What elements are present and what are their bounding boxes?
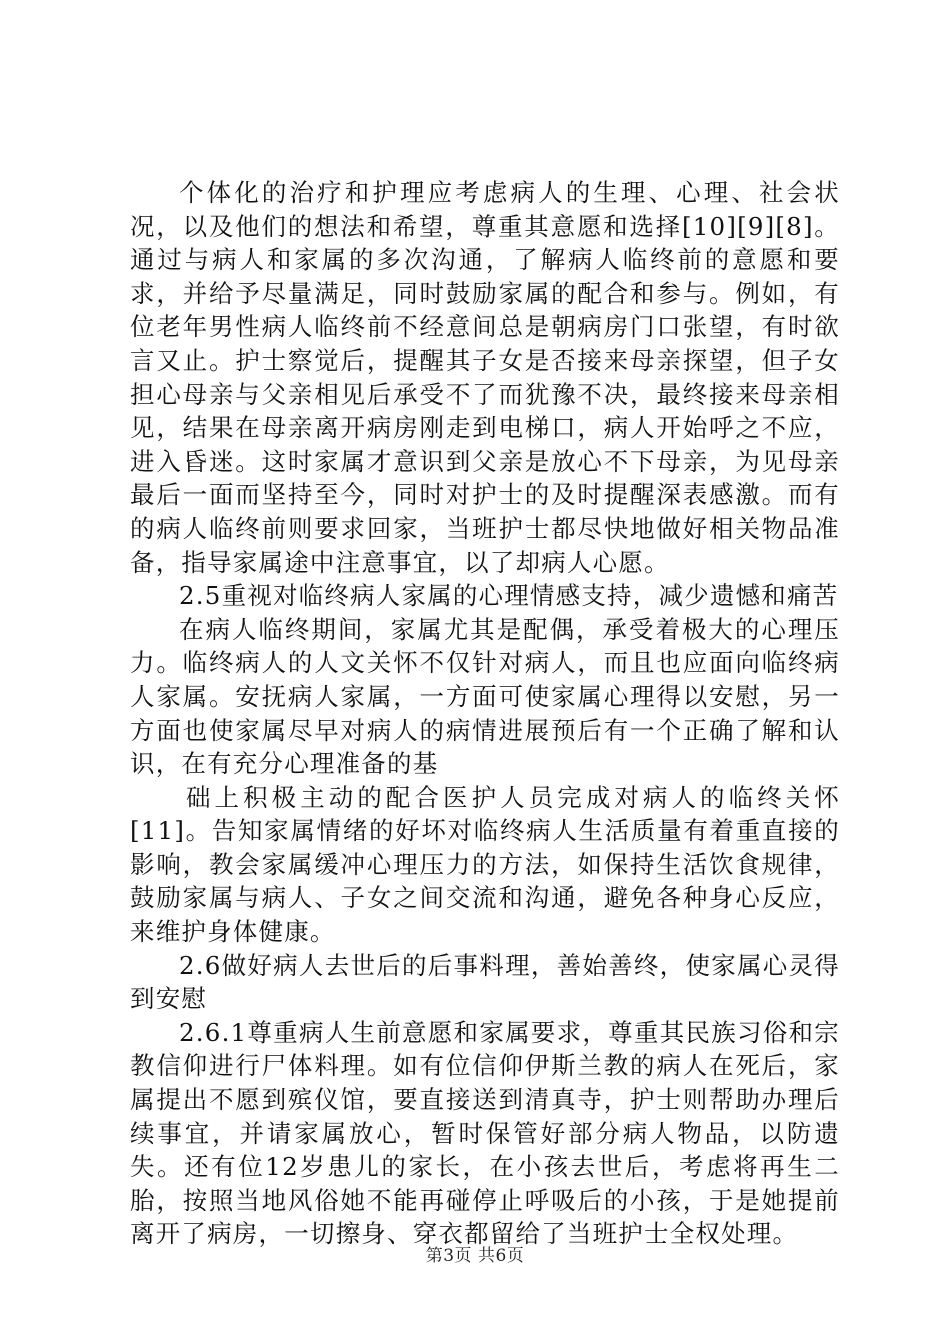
paragraph-2-6-1: 2.6.1尊重病人生前意愿和家属要求，尊重其民族习俗和宗教信仰进行尸体料理。如有位信仰伊斯兰教的病人在死后，家属提出不愿到殡仪馆，要直接送到清真寺，护士则帮助办理后续事宜，并请家属放心，暂时保管好部分病人物品，以防遗失。还有位12岁患儿的家长，在小孩去世后，考虑将再生二胎，按照当地风俗她不能再碰停止呼吸后的小孩，于是她提前离开了病房，一切擦身、穿衣都留给了当班护士全权处理。 — [130, 1017, 840, 1249]
document-body — [130, 176, 840, 1251]
page-footer: 第3页 共6页 — [425, 1246, 525, 1266]
section-heading-2-6: 2.6做好病人去世后的后事料理，善始善终，使家属心灵得到安慰 — [130, 950, 840, 1014]
paragraph-family-support-continued: 础上积极主动的配合医护人员完成对病人的临终关怀[11]。告知家属情绪的好坏对临终病人生活质量有着重直接的影响，教会家属缓冲心理压力的方法，如保持生活饮食规律，鼓励家属与病人、子女之间交流和沟通，避免各种身心反应，来维护身体健康。 — [130, 782, 840, 947]
section-heading-2-5: 2.5重视对临终病人家属的心理情感支持，减少遗憾和痛苦 — [179, 581, 839, 611]
paragraph-family-support: 在病人临终期间，家属尤其是配偶，承受着极大的心理压力。临终病人的人文关怀不仅针对病人，而且也应面向临终病人家属。安抚病人家属，一方面可使家属心理得以安慰，另一方面也使家属尽早对病人的病情进展预后有一个正确了解和认识，在有充分心理准备的基 — [130, 614, 840, 779]
paragraph-individualized-care: 个体化的治疗和护理应考虑病人的生理、心理、社会状况，以及他们的想法和希望，尊重其意愿和选择[10][9][8]。通过与病人和家属的多次沟通，了解病人临终前的意愿和要求，并给予尽量满足，同时鼓励家属的配合和参与。例如，有位老年男性病人临终前不经意间总是朝病房门口张望，有时欲言又止。护士察觉后，提醒其子女是否接来母亲探望，但子女担心母亲与父亲相见后承受不了而犹豫不决，最终接来母亲相见，结果在母亲离开病房刚走到电梯口，病人开始呼之不应，进入昏迷。这时家属才意识到父亲是放心不下母亲，为见母亲最后一面而坚持至今，同时对护士的及时提醒深表感激。而有的病人临终前则要求回家，当班护士都尽快地做好相关物品准备，指导家属途中注意事宜，以了却病人心愿。 — [130, 178, 840, 577]
